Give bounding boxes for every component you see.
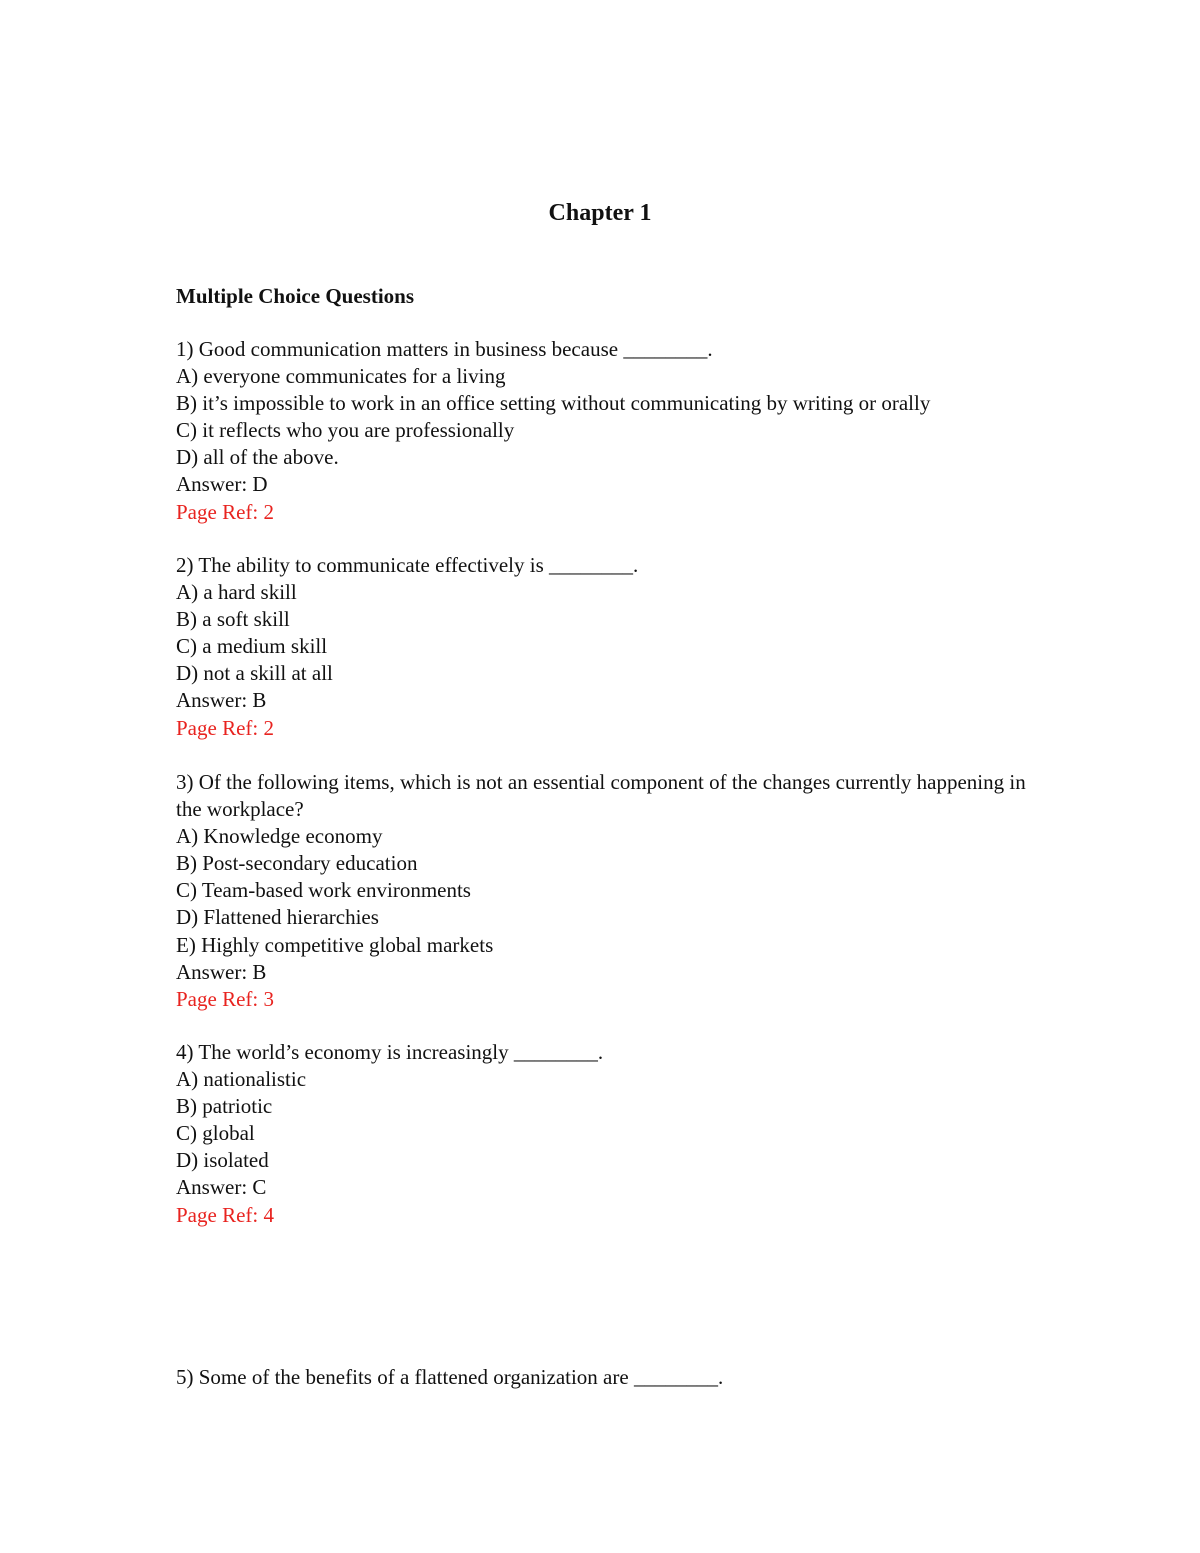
- question-1: [176, 336, 1036, 526]
- option-b: B) a soft skill: [176, 607, 290, 632]
- question-stem: 1) Good communication matters in business because ________.: [176, 337, 713, 361]
- page-ref: Page Ref: 3: [176, 986, 274, 1011]
- option-b: B) it’s impossible to work in an office setting without communicating by writing or orally: [176, 391, 931, 416]
- question-4: [176, 1039, 1036, 1229]
- answer: Answer: D: [176, 472, 268, 497]
- question-stem: 2) The ability to communicate effectively is ________.: [176, 553, 639, 577]
- question-2: [176, 552, 1036, 742]
- question-stem: 4) The world’s economy is increasingly ________.: [176, 1040, 604, 1064]
- question-stem: 5) Some of the benefits of a flattened organization are ________.: [176, 1365, 724, 1389]
- question-5: [176, 1364, 1036, 1391]
- option-c: C) it reflects who you are professionally: [176, 418, 515, 443]
- option-b: B) patriotic: [176, 1094, 273, 1119]
- option-b: B) Post-secondary education: [176, 851, 418, 876]
- option-d: D) all of the above.: [176, 445, 339, 470]
- option-a: A) nationalistic: [176, 1067, 307, 1092]
- answer: Answer: B: [176, 688, 267, 713]
- page-title: Chapter 1: [548, 200, 652, 226]
- option-d: D) Flattened hierarchies: [176, 905, 379, 930]
- option-c: C) global: [176, 1121, 255, 1146]
- option-a: A) Knowledge economy: [176, 824, 383, 849]
- option-a: A) everyone communicates for a living: [176, 364, 506, 389]
- section-heading: Multiple Choice Questions: [176, 284, 415, 308]
- option-d: D) isolated: [176, 1148, 269, 1173]
- option-d: D) not a skill at all: [176, 661, 333, 686]
- page-ref: Page Ref: 2: [176, 715, 274, 740]
- question-3: [176, 769, 1036, 1013]
- option-a: A) a hard skill: [176, 580, 297, 605]
- option-c: C) a medium skill: [176, 634, 328, 659]
- answer: Answer: C: [176, 1175, 267, 1200]
- page-ref: Page Ref: 4: [176, 1202, 274, 1227]
- option-c: C) Team-based work environments: [176, 878, 471, 903]
- page-ref: Page Ref: 2: [176, 499, 274, 524]
- option-e: E) Highly competitive global markets: [176, 932, 494, 957]
- question-stem: 3) Of the following items, which is not an essential component of the changes currently happening in the workplace?: [176, 770, 1026, 822]
- answer: Answer: B: [176, 959, 267, 984]
